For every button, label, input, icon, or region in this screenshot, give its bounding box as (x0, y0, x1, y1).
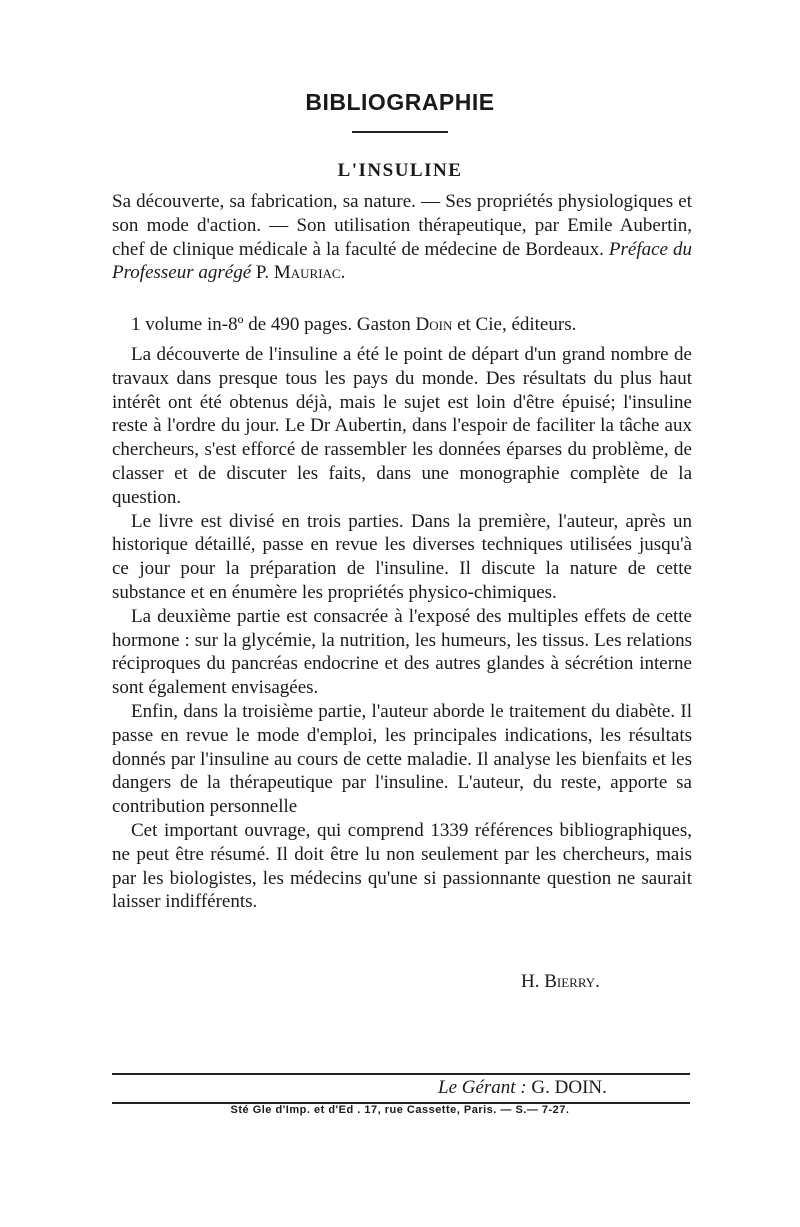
volume-publisher: Doin (415, 314, 453, 335)
volume-line (131, 313, 576, 337)
paragraph-4: Enfin, dans la troisième partie, l'auteur aborde le traitement du diabète. Il passe en revue le mode d'emploi, les principales indications, les résultats donnés par l'insuline au cours de cette maladie. Il analyse les bienfaits et les dangers de la thérapeutique par l'insuline. L'auteur, du reste, apporte sa contribution personnelle (112, 700, 692, 818)
volume-text: 1 volume in-8º de 490 pages. Gaston (131, 314, 411, 335)
paragraph-3: La deuxième partie est consacrée à l'exposé des multiples effets de cette hormone : sur la glycémie, la nutrition, les humeurs, les tissus. Les relations réciproques du pancréas endocrine et des autres glandes à sécrétion interne sont également envisagées. (112, 605, 692, 699)
review-body (112, 343, 692, 914)
gerant-line (438, 1077, 607, 1099)
section-title: BIBLIOGRAPHIE (305, 89, 495, 115)
book-reference (112, 190, 692, 285)
footer-rule-top (112, 1073, 690, 1075)
reference-text: Sa découverte, sa fabrication, sa nature. — Ses propriétés physiologiques et son mode d'action. — Son utilisation thérapeutique, par Emile Aubertin, chef de clinique médicale à la faculté de médecine de Bordeaux. (112, 191, 692, 260)
reference-preface-author: P. Mauriac. (255, 262, 346, 284)
volume-rest: et Cie, éditeurs. (457, 314, 577, 335)
reviewer-signature: H. Bierry. (521, 971, 600, 992)
paragraph-2: Le livre est divisé en trois parties. Dans la première, l'auteur, après un historique détaillé, passe en revue les diverses techniques utilisées jusqu'à ce jour pour la préparation de l'insuline. Il discute la nature de cette substance et en énumère les propriétés physico-chimiques. (112, 510, 692, 603)
reference-preface: Préface du Professeur agrégé (112, 238, 693, 284)
gerant-label: Le Gérant : (438, 1077, 527, 1098)
paragraph-5: Cet important ouvrage, qui comprend 1339 références bibliographiques, ne peut être résumé. Il doit être lu non seulement par les chercheurs, mais par les biologistes, les médecins qu'une si passionnante question ne saurait laisser indifférents. (112, 819, 692, 913)
printer-imprint: Sté Gle d'Imp. et d'Ed . 17, rue Cassette, Paris. — S.— 7-27. (230, 1104, 570, 1116)
gerant-name: G. DOIN. (531, 1077, 607, 1098)
paragraph-1: La découverte de l'insuline a été le point de départ d'un grand nombre de travaux dans presque tous les pays du monde. Des résultats du plus haut intérêt ont été obtenus déjà, mais le sujet est loin d'être épuisé; l'insuline reste à l'ordre du jour. Le Dr Aubertin, dans l'espoir de faciliter la tâche aux chercheurs, s'est efforcé de rassembler les données éparses du problème, de classer et de discuter les faits, dans une monographie complète de la question. (112, 344, 692, 508)
title-divider (352, 131, 448, 133)
article-title: L'INSULINE (337, 160, 463, 181)
